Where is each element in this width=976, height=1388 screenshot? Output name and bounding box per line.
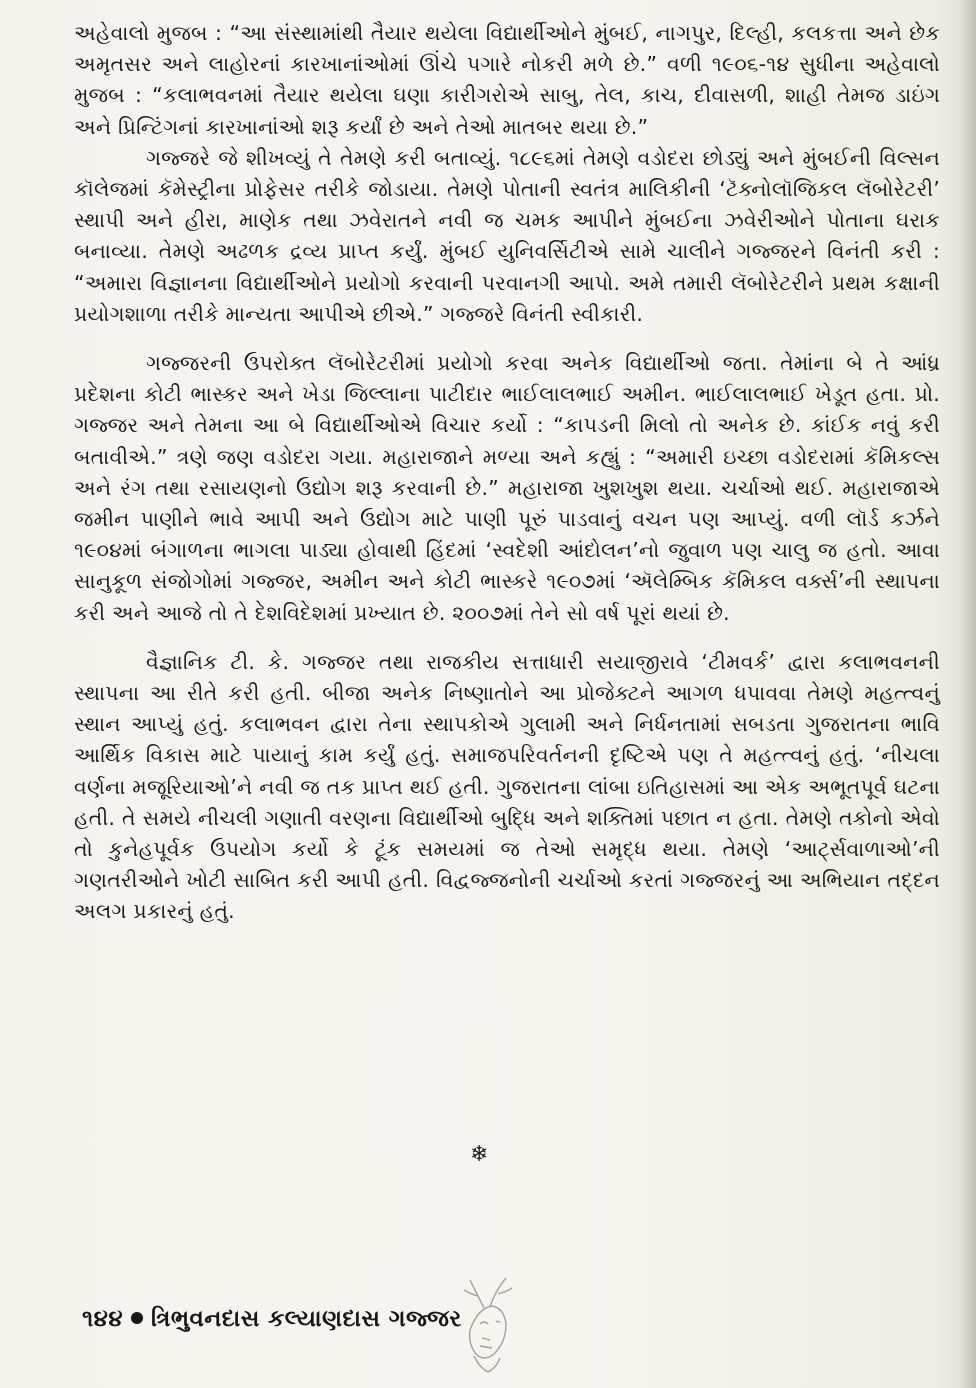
paragraph-3: ગજ્જરની ઉપરોક્ત લૅબોરેટરીમાં પ્રયોગો કરવા અનેક વિદ્યાર્થીઓ જતા. તેમાંના બે તે આંધ્ર પ્રદેશના કોટી ભાસ્કર અને ખેડા જિલ્લાના પાટીદાર ભાઈલાલભાઈ અમીન. ભાઈલાલભાઈ ખેડૂત હતા. પ્રો. ગજ્જર અને તેમના આ બે વિદ્યાર્થીઓએ વિચાર કર્યો : “કાપડની મિલો તો અનેક છે. કાંઈક નવું કરી બતાવીએ.” ત્રણે જણ વડોદરા ગયા. મહારાજાને મળ્યા અને કહ્યું : “અમારી ઇચ્છા વડોદરામાં કૅમિકલ્સ અને રંગ તથા રસાયણનો ઉદ્યોગ શરૂ કરવાની છે.” મહારાજા ખુશખુશ થયા. ચર્ચાઓ થઈ. મહારાજાએ જમીન પાણીને ભાવે આપી અને ઉદ્યોગ માટે પાણી પૂરું પાડવાનું વચન પણ આપ્યું. વળી લૉર્ડ કર્ઝને ૧૯૦૪માં બંગાળના ભાગલા પાડ્યા હોવાથી હિંદમાં ‘સ્વદેશી આંદોલન’નો જુવાળ પણ ચાલુ જ હતો. આવા સાનુકૂળ સંજોગોમાં ગજ્જર, અમીન અને કોટી ભાસ્કરે ૧૯૦૭માં ‘ઍલેમ્બિક કૅમિકલ વર્ક્સ’ની સ્થાપના કરી અને આજે તો તે દેશવિદેશમાં પ્રખ્યાત છે. ૨૦૦૭માં તેને સો વર્ષ પૂરાં થયાં છે. [74,351,940,625]
bullet-dot-icon [131,1312,143,1324]
running-book-title: ત્રિભુવનદાસ કલ્યાણદાસ ગજ્જર [151,1306,462,1332]
paragraph-2: ગજ્જરે જે શીખવ્યું તે તેમણે કરી બતાવ્યું. ૧૮૯૬માં તેમણે વડોદરા છોડ્યું અને મુંબઈની વિલ્સન કૉલેજમાં કૅમેસ્ટ્રીના પ્રોફેસર તરીકે જોડાયા. તેમણે પોતાની સ્વતંત્ર માલિકીની ‘ટૅક્નોલૉજિકલ લૅબોરેટરી’ સ્થાપી અને હીરા, માણેક તથા ઝવેરાતને નવી જ ચમક આપીને મુંબઈના ઝવેરીઓને પોતાના ઘરાક બનાવ્યા. તેમણે અઢળક દ્રવ્ય પ્રાપ્ત કર્યું. મુંબઈ યુનિવર્સિટીએ સામે ચાલીને ગજ્જરને વિનંતી કરી : “અમારા વિજ્ઞાનના વિદ્યાર્થીઓને પ્રયોગો કરવાની પરવાનગી આપો. અમે તમારી લૅબોરેટરીને પ્રથમ કક્ષાની પ્રયોગશાળા તરીકે માન્યતા આપીએ છીએ.” ગજ્જરે વિનંતી સ્વીકારી. [74,145,940,326]
page-body [74,18,940,928]
page-number: ૧૪૪ [82,1306,123,1332]
paragraph-4: વૈજ્ઞાનિક ટી. કે. ગજ્જર તથા રાજકીય સત્તાધારી સયાજીરાવે ‘ટીમવર્ક’ દ્વારા કલાભવનની સ્થાપના આ રીતે કરી હતી. બીજા અનેક નિષ્ણાતોને આ પ્રોજેક્ટને આગળ ધપાવવા તેમણે મહત્ત્વનું સ્થાન આપ્યું હતું. કલાભવન દ્વારા તેના સ્થાપકોએ ગુલામી અને નિર્ધનતામાં સબડતા ગુજરાતના ભાવિ આર્થિક વિકાસ માટે પાયાનું કામ કર્યું હતું. સમાજપરિવર્તનની દૃષ્ટિએ પણ તે મહત્ત્વનું હતું. ‘નીચલા વર્ણના મજૂરિયાઓ’ને નવી જ તક પ્રાપ્ત થઈ હતી. ગુજરાતના લાંબા ઇતિહાસમાં આ એક અભૂતપૂર્વ ઘટના હતી. તે સમયે નીચલી ગણાતી વરણના વિદ્યાર્થીઓ બુદ્ધિ અને શક્તિમાં પછાત ન હતા. તેમણે તકોનો એવો તો કુનેહપૂર્વક ઉપયોગ કર્યો કે ટૂંક સમયમાં જ તેઓ સમૃદ્ધ થયા. તેમણે ‘આર્ટ્સવાળાઓ’ની ગણતરીઓને ખોટી સાબિત કરી આપી હતી. વિદ્વજ્જનોની ચર્ચાઓ કરતાં ગજ્જરનું આ અભિયાન તદ્દન અલગ પ્રકારનું હતું. [74,649,940,924]
section-end-ornament: ❄ [470,1142,489,1167]
paragraph-1: અહેવાલો મુજબ : “આ સંસ્થામાંથી તૈયાર થયેલા વિદ્યાર્થીઓને મુંબઈ, નાગપુર, દિલ્હી, કલકત્તા અને છેક અમૃતસર અને લાહોરનાં કારખાનાંઓમાં ઊંચે પગારે નોકરી મળે છે.” વળી ૧૯૦૬-૧૪ સુધીના અહેવાલો મુજબ : “કલાભવનમાં તૈયાર થયેલા ઘણા કારીગરોએ સાબુ, તેલ, કાચ, દીવાસળી, શાહી તેમજ ડાઇંગ અને પ્રિન્ટિંગનાં કારખાનાંઓ શરૂ કર્યાં છે અને તેઓ માતબર થયા છે.” [74,21,940,139]
page-binding-shadow [960,0,976,1388]
page-footer [82,1306,462,1332]
